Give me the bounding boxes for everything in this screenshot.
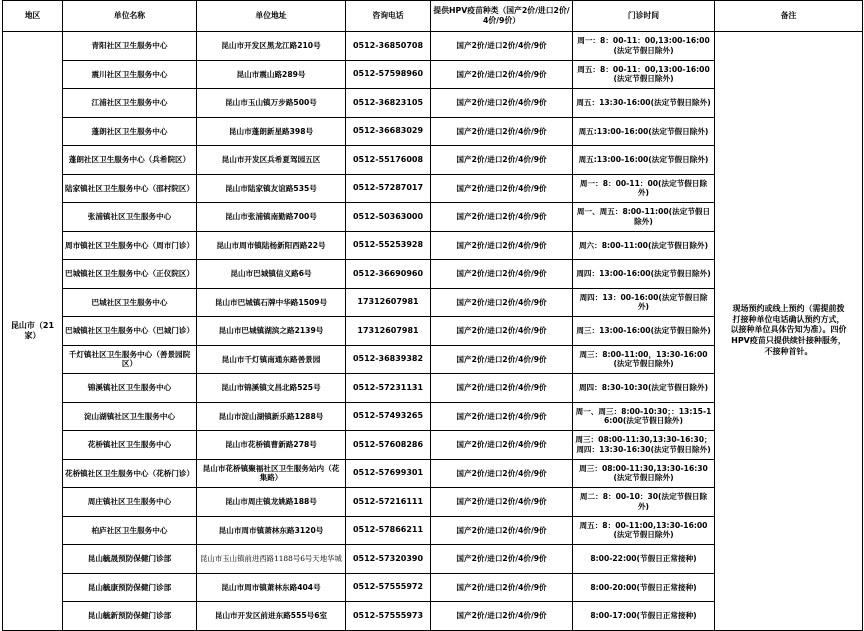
phone-cell: 0512-57555973 [346,602,431,631]
clinic-hours-cell: 周五：8：00-11:00,13:30-16:00(法定节假日除外) [573,516,715,545]
unit-name-cell: 巴城镇社区卫生服务中心（巴城门诊） [63,317,197,346]
unit-name-cell: 昆山毓康预防保健门诊部 [63,573,197,602]
unit-address-cell: 昆山市花桥镇聚福社区卫生服务站内（花集路） [197,459,346,488]
unit-address-cell: 昆山市张浦镇南勤路700号 [197,203,346,232]
unit-name-cell: 锦溪镇社区卫生服务中心 [63,374,197,403]
phone-cell: 0512-57598960 [346,60,431,89]
clinic-hours-cell: 周四：8:30-10:30(法定节假日除外) [573,374,715,403]
header-note: 备注 [715,1,863,32]
phone-cell: 17312607981 [346,317,431,346]
clinic-hours-cell: 周四：13：00-16:00(法定节假日除外) [573,288,715,317]
unit-name-cell: 昆山毓晟预防保健门诊部 [63,545,197,574]
unit-address-cell: 昆山市巴城镇湖滨之路2139号 [197,317,346,346]
vaccine-types-cell: 国产2价/进口2价/4价/9价 [431,573,573,602]
vaccine-types-cell: 国产2价/进口2价/4价/9价 [431,317,573,346]
phone-cell: 0512-57866211 [346,516,431,545]
unit-name-cell: 周市镇社区卫生服务中心（周市门诊） [63,231,197,260]
clinic-hours-cell: 周六：8:00-11:00(法定节假日除外) [573,231,715,260]
clinic-hours-cell: 8:00-22:00(节假日正常接种) [573,545,715,574]
phone-cell: 0512-57493265 [346,402,431,431]
unit-name-cell: 青阳社区卫生服务中心 [63,32,197,61]
vaccine-types-cell: 国产2价/进口2价/4价/9价 [431,174,573,203]
phone-cell: 0512-57231131 [346,374,431,403]
phone-cell: 0512-57608286 [346,431,431,460]
clinic-hours-cell: 周一、周五：8:00-11:00(法定节假日除外) [573,203,715,232]
vaccine-types-cell: 国产2价/进口2价/4价/9价 [431,374,573,403]
vaccine-types-cell: 国产2价/进口2价/4价/9价 [431,117,573,146]
unit-name-cell: 巴城社区卫生服务中心 [63,288,197,317]
vaccine-types-cell: 国产2价/进口2价/4价/9价 [431,146,573,175]
unit-address-cell: 昆山市锦溪镇文昌北路525号 [197,374,346,403]
vaccine-types-cell: 国产2价/进口2价/4价/9价 [431,231,573,260]
table-header-row [3,1,863,32]
vaccine-types-cell: 国产2价/进口2价/4价/9价 [431,260,573,289]
unit-address-cell: 昆山市花桥镇曹新路278号 [197,431,346,460]
header-clinic-hours: 门诊时间 [573,1,715,32]
unit-name-cell: 蓬朗社区卫生服务中心（兵希院区） [63,146,197,175]
unit-name-cell: 江浦社区卫生服务中心 [63,89,197,118]
unit-name-cell: 巴城镇社区卫生服务中心（正仪院区） [63,260,197,289]
unit-address-cell: 昆山市蓬朗新星路398号 [197,117,346,146]
unit-name-cell: 蓬朗社区卫生服务中心 [63,117,197,146]
unit-address-cell: 昆山市开发区前进东路555号6室 [197,602,346,631]
phone-cell: 0512-50363000 [346,203,431,232]
phone-cell: 0512-36683029 [346,117,431,146]
unit-address-cell: 昆山市开发区黑龙江路210号 [197,32,346,61]
unit-address-cell: 昆山市周市镇陆杨新阳西路22号 [197,231,346,260]
vaccine-types-cell: 国产2价/进口2价/4价/9价 [431,516,573,545]
header-region: 地区 [3,1,63,32]
unit-address-cell: 昆山市淀山湖镇新乐路1288号 [197,402,346,431]
phone-cell: 0512-36690960 [346,260,431,289]
clinic-hours-cell: 周一：8：00-11：00,13:00-16:00(法定节假日除外) [573,32,715,61]
unit-name-cell: 淀山湖镇社区卫生服务中心 [63,402,197,431]
unit-name-cell: 花桥镇社区卫生服务中心 [63,431,197,460]
phone-cell: 17312607981 [346,288,431,317]
unit-address-cell: 昆山市玉山镇前进西路1188号6号天地华城 [197,545,346,574]
vaccine-types-cell: 国产2价/进口2价/4价/9价 [431,402,573,431]
phone-cell: 0512-36839382 [346,345,431,374]
unit-address-cell: 昆山市震山路289号 [197,60,346,89]
phone-cell: 0512-55253928 [346,231,431,260]
unit-name-cell: 千灯镇社区卫生服务中心（善景园院区） [63,345,197,374]
region-cell: 昆山市（21家） [3,32,63,631]
vaccine-types-cell: 国产2价/进口2价/4价/9价 [431,60,573,89]
vaccine-types-cell: 国产2价/进口2价/4价/9价 [431,89,573,118]
clinic-hours-cell: 周一、周三：8:00-10:30；：13:15-16:00(法定节假日除外) [573,402,715,431]
phone-cell: 0512-36850708 [346,32,431,61]
unit-address-cell: 昆山市陆家镇友谊路535号 [197,174,346,203]
table-row [3,32,863,61]
vaccine-types-cell: 国产2价/进口2价/4价/9价 [431,345,573,374]
note-cell: 现场预约或线上预约（需提前拨打接种单位电话确认预约方式，以接种单位具体告知为准）。四价HPV疫苗只提供续针接种服务，不接种首针。 [715,32,863,631]
clinic-hours-cell: 8:00-17:00(节假日正常接种) [573,602,715,631]
vaccine-types-cell: 国产2价/进口2价/4价/9价 [431,431,573,460]
vaccine-types-cell: 国产2价/进口2价/4价/9价 [431,488,573,517]
clinic-hours-cell: 周三：08:00-11:30,13:30-16:30；周四：13:30-16:30(法定节假日除外) [573,431,715,460]
clinic-hours-cell: 周二：8：00-10：30(法定节假日除外) [573,488,715,517]
clinic-hours-cell: 周五:13:00-16:00(法定节假日除外) [573,146,715,175]
unit-address-cell: 昆山市千灯镇南通东路善景园 [197,345,346,374]
vaccine-types-cell: 国产2价/进口2价/4价/9价 [431,545,573,574]
unit-name-cell: 张浦镇社区卫生服务中心 [63,203,197,232]
phone-cell: 0512-36823105 [346,89,431,118]
clinic-hours-cell: 周一：8：00-11：00(法定节假日除外) [573,174,715,203]
unit-address-cell: 昆山市周市镇萧林东路3120号 [197,516,346,545]
vaccine-types-cell: 国产2价/进口2价/4价/9价 [431,602,573,631]
phone-cell: 0512-57216111 [346,488,431,517]
unit-address-cell: 昆山市巴城镇石牌中华路1509号 [197,288,346,317]
unit-name-cell: 陆家镇社区卫生服务中心（邵村院区） [63,174,197,203]
unit-name-cell: 花桥镇社区卫生服务中心（花桥门诊） [63,459,197,488]
unit-address-cell: 昆山市周庄镇龙姚路188号 [197,488,346,517]
clinic-hours-cell: 周五:13:00-16:00(法定节假日除外) [573,117,715,146]
clinic-hours-cell: 周五：13:30-16:00(法定节假日除外) [573,89,715,118]
clinic-hours-cell: 周三：8:00-11:00，13:30-16:00(法定节假日除外) [573,345,715,374]
header-phone: 咨询电话 [346,1,431,32]
unit-address-cell: 昆山市周市镇萧林东路404号 [197,573,346,602]
phone-cell: 0512-57320390 [346,545,431,574]
clinic-hours-cell: 周三：13:00-16:00(法定节假日除外) [573,317,715,346]
phone-cell: 0512-57699301 [346,459,431,488]
vaccine-types-cell: 国产2价/进口2价/4价/9价 [431,459,573,488]
unit-name-cell: 震川社区卫生服务中心 [63,60,197,89]
phone-cell: 0512-57287017 [346,174,431,203]
unit-name-cell: 昆山毓新预防保健门诊部 [63,602,197,631]
header-unit-name: 单位名称 [63,1,197,32]
clinic-hours-cell: 8:00-20:00(节假日正常接种) [573,573,715,602]
phone-cell: 0512-55176008 [346,146,431,175]
vaccine-types-cell: 国产2价/进口2价/4价/9价 [431,32,573,61]
unit-address-cell: 昆山市玉山镇万步路500号 [197,89,346,118]
header-unit-address: 单位地址 [197,1,346,32]
unit-name-cell: 柏庐社区卫生服务中心 [63,516,197,545]
header-vaccine-types: 提供HPV疫苗种类（国产2价/进口2价/4价/9价） [431,1,573,32]
clinic-hours-cell: 周三：08:00-11:30,13:30-16:30 (法定节假日除外) [573,459,715,488]
vaccination-sites-table [2,0,863,631]
phone-cell: 0512-57555972 [346,573,431,602]
unit-address-cell: 昆山市开发区兵希夏驾园五区 [197,146,346,175]
unit-address-cell: 昆山市巴城镇信义路6号 [197,260,346,289]
clinic-hours-cell: 周四：13:00-16:00(法定节假日除外) [573,260,715,289]
vaccine-types-cell: 国产2价/进口2价/4价/9价 [431,288,573,317]
vaccine-types-cell: 国产2价/进口2价/4价/9价 [431,203,573,232]
unit-name-cell: 周庄镇社区卫生服务中心 [63,488,197,517]
clinic-hours-cell: 周五：8：00-11：00,13:00-16:00(法定节假日除外) [573,60,715,89]
